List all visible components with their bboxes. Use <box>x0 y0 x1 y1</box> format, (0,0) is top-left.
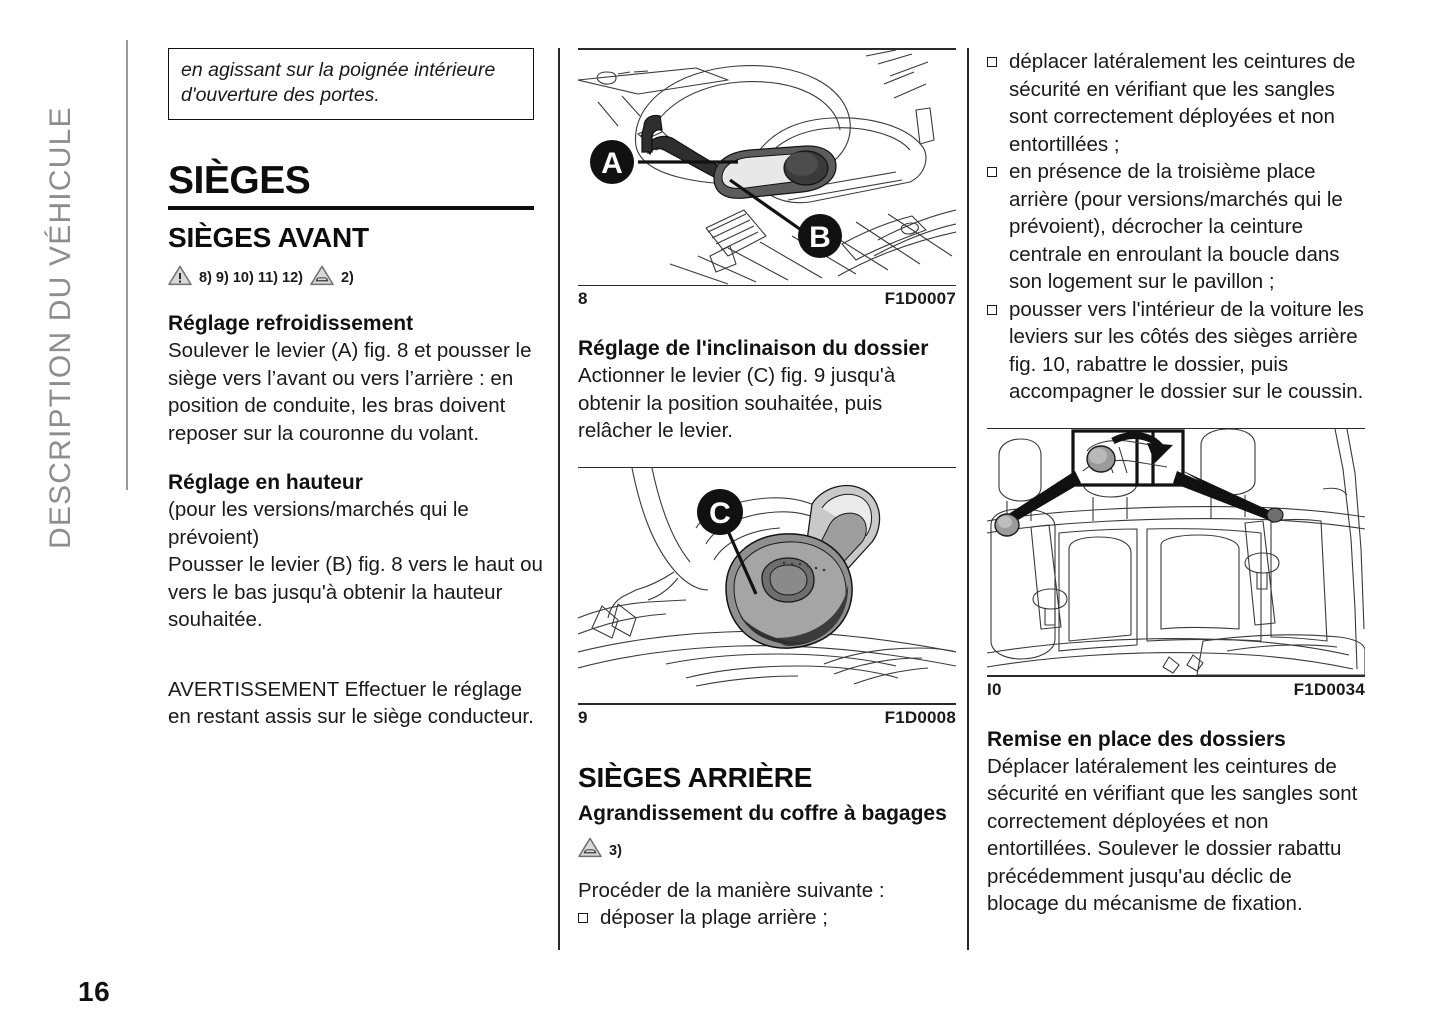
heading-remise-en-place: Remise en place des dossiers <box>987 727 1286 751</box>
column-divider-left <box>558 48 560 950</box>
paragraph-reglage-refroidissement: Soulever le levier (A) fig. 8 et pousser le siège vers l’avant ou vers l’arrière : en position de conduite, les bras doivent reposer sur la couronne du volant. <box>168 339 532 445</box>
figure-10-caption <box>987 677 1365 700</box>
heading-reglage-en-hauteur: Réglage en hauteur <box>168 471 363 494</box>
section-title-sieges: SIÈGES <box>168 159 311 202</box>
list-item <box>987 296 1365 406</box>
paragraph-levier-c: Actionner le levier (C) fig. 9 jusqu'à obtenir la position souhaitée, puis relâcher le levier. <box>578 364 896 443</box>
figure-9-image <box>578 468 956 703</box>
left-column <box>168 48 546 731</box>
figure-8-callout-a: A <box>601 146 623 180</box>
warning-triangle-icon <box>168 265 192 286</box>
mid-bullet-list <box>578 904 956 932</box>
chapter-side-tab <box>0 0 140 1018</box>
square-bullet-icon <box>987 57 997 67</box>
figure-8-number: 8 <box>578 289 588 309</box>
paragraph-levier-b: Pousser le levier (B) fig. 8 vers le haut ou vers le bas jusqu'à obtenir la hauteur souhaitée. <box>168 553 543 631</box>
list-item-label: pousser vers l'intérieur de la voiture les leviers sur les côtés des sièges arrière fig. 10, rabattre le dossier, puis accompagner le dossier sur le coussin. <box>1009 297 1364 403</box>
square-bullet-icon <box>987 167 997 177</box>
square-bullet-icon <box>578 913 588 923</box>
square-bullet-icon <box>987 305 997 315</box>
paragraph-versions-marches: (pour les versions/marchés qui le prévoient) <box>168 498 469 549</box>
figure-10-number: I0 <box>987 679 1002 699</box>
chapter-tab-rule <box>126 40 128 490</box>
figure-8-image <box>578 50 956 285</box>
car-ref-numbers: 2) <box>340 269 354 286</box>
list-item <box>987 48 1365 158</box>
figure-9-caption <box>578 705 956 728</box>
paragraph-proceder: Procéder de la manière suivante : <box>578 878 885 902</box>
figure-10-code: F1D0034 <box>1293 679 1365 699</box>
car-triangle-icon <box>310 265 334 286</box>
list-item-label: en présence de la troisième place arrière (pour versions/marchés qui le prévoient), décrocher la ceinture centrale en enroulant la boucle dans son logement sur le pavillon ; <box>1009 160 1343 293</box>
warning-ref-numbers: 8) 9) 10) 11) 12) <box>199 269 303 286</box>
figure-8-callout-b: B <box>809 220 831 254</box>
figure-10 <box>987 428 1365 700</box>
paragraph-remise-en-place: Déplacer latéralement les ceintures de sécurité en vérifiant que les sangles sont correctement déployées et non entortillées. Soulever le dossier rabattu précédemment jusqu'au déclic de blocage du mécanisme de fixation. <box>987 754 1358 916</box>
list-item <box>987 158 1365 296</box>
paragraph-avertissement: AVERTISSEMENT Effectuer le réglage en restant assis sur le siège conducteur. <box>168 677 534 728</box>
symbol-reference-row-mid <box>578 835 956 861</box>
list-item <box>578 904 956 932</box>
column-divider-right <box>967 48 969 950</box>
figure-8-caption <box>578 286 956 309</box>
right-column <box>987 48 1365 918</box>
section-title-rule <box>168 206 534 210</box>
page-number: 16 <box>78 976 111 1007</box>
figure-9-code: F1D0008 <box>884 707 956 727</box>
car-ref-numbers-mid: 3) <box>609 842 622 859</box>
symbol-reference-row <box>168 262 546 288</box>
subsection-title-sieges-arriere: SIÈGES ARRIÈRE <box>578 761 813 793</box>
list-item-label: déplacer latéralement les ceintures de sécurité en vérifiant que les sangles sont correctement déployées et non entortillées ; <box>1009 50 1356 156</box>
heading-reglage-refroidissement: Réglage refroidissement <box>168 312 414 335</box>
heading-agrandissement-coffre: Agrandissement du coffre à bagages <box>578 801 947 825</box>
car-triangle-icon <box>578 837 602 858</box>
intro-note-box <box>168 48 534 120</box>
middle-column <box>578 48 956 932</box>
figure-8-code: F1D0007 <box>884 289 956 309</box>
figure-9-number: 9 <box>578 707 588 727</box>
subsection-title-sieges-avant: SIÈGES AVANT <box>168 222 369 253</box>
figure-9 <box>578 468 956 728</box>
figure-8 <box>578 48 956 309</box>
heading-reglage-inclinaison: Réglage de l'inclinaison du dossier <box>578 337 929 361</box>
figure-10-image <box>987 429 1365 675</box>
chapter-label: DESCRIPTION DU VÉHICULE <box>44 106 77 549</box>
figure-9-callout-c: C <box>709 497 731 531</box>
list-item-label: déposer la plage arrière ; <box>600 906 828 930</box>
intro-note-text: en agissant sur la poignée intérieure d'ouverture des portes. <box>181 59 496 106</box>
right-bullet-list <box>987 48 1365 406</box>
